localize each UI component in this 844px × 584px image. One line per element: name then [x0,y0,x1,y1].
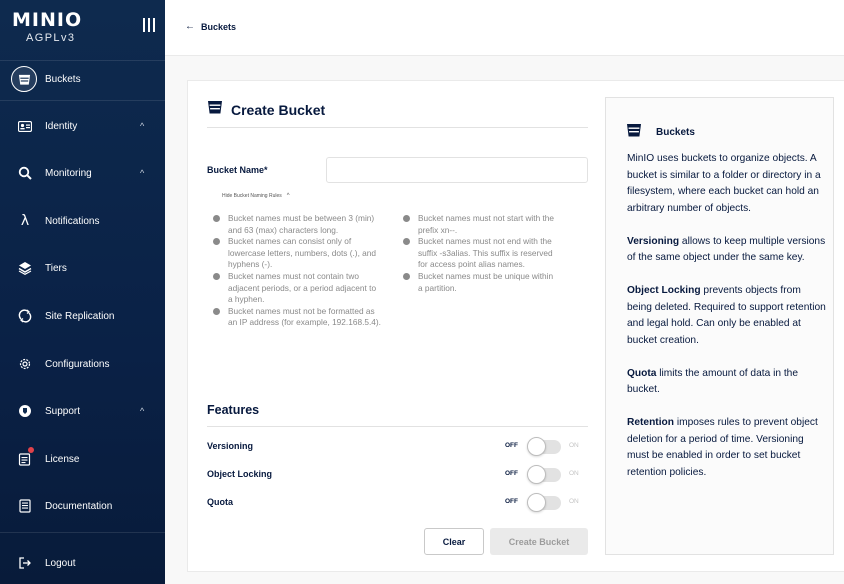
off-label: OFF [505,470,518,477]
clear-button[interactable]: Clear [424,528,484,555]
help-title: Buckets [656,127,695,138]
help-retention: Retention imposes rules to prevent object deletion for a period of time. Versioning must be enabled in order to set bucket retention policies. [627,417,818,478]
naming-rule: Bucket names must not contain two adjacent periods, or a period adjacent to a hyphen. [207,271,382,306]
top-bar [165,0,844,56]
hide-naming-rules-link[interactable] [222,193,290,199]
chevron-up-icon: ^ [140,121,145,131]
sidebar-item-monitoring[interactable] [0,153,165,193]
on-label: ON [569,470,579,477]
versioning-toggle[interactable] [527,437,563,456]
bucket-name-label: Bucket Name* [207,165,268,175]
object-locking-row [207,465,588,485]
off-label: OFF [505,498,518,505]
sidebar-item-label: Logout [45,557,76,569]
naming-rule: Bucket names must not end with the suffix -s3alias. This suffix is reserved for access point alias names. [397,236,557,271]
chevron-up-icon: ^ [140,406,145,416]
help-text [627,151,827,498]
monitoring-icon [17,165,33,181]
sidebar-item-label: Notifications [45,215,100,227]
notification-dot [28,447,34,453]
sidebar-item-tiers[interactable] [0,248,165,288]
chevron-up-icon: ^ [140,168,145,178]
versioning-row [207,437,588,457]
quota-row [207,493,588,513]
arrow-left-icon: ← [185,21,195,32]
sidebar [0,0,165,584]
bucket-name-input[interactable] [326,157,588,183]
help-versioning: Versioning allows to keep multiple versions of the same object under the same key. [627,235,826,263]
on-label: ON [569,498,579,505]
back-to-buckets-link[interactable] [185,21,236,32]
lambda-icon: λ [20,213,30,229]
sidebar-item-site-replication[interactable] [0,296,165,336]
bucket-icon [11,66,37,92]
off-label: OFF [505,442,518,449]
form-title-text: Create Bucket [231,101,326,118]
brand-name: MINIO [12,9,83,31]
rules-toggle-label: Hide Bucket Naming Rules [222,193,282,199]
quota-toggle[interactable] [527,493,563,512]
features-heading: Features [207,403,260,417]
chevron-up-icon: ^ [286,193,290,199]
sidebar-item-license[interactable] [0,439,165,479]
support-icon [17,403,33,419]
sidebar-item-support[interactable] [0,391,165,431]
help-quota: Quota limits the amount of data in the bucket. [627,367,799,395]
help-locking: Object Locking prevents objects from being deleted. Required to support retention and legal hold. Can only be enabled at bucket creation. [627,285,826,346]
documentation-icon [17,498,33,514]
object-locking-label: Object Locking [207,469,273,479]
sidebar-item-label: Documentation [45,500,113,512]
sidebar-item-label: License [45,453,80,465]
divider [207,127,588,128]
divider [0,532,165,533]
divider [0,100,165,101]
sidebar-item-label: Configurations [45,358,110,370]
create-bucket-button[interactable]: Create Bucket [490,528,588,555]
sidebar-item-notifications[interactable] [0,201,165,241]
sidebar-item-label: Identity [45,120,78,132]
tiers-icon [17,260,33,276]
sidebar-item-documentation[interactable] [0,486,165,526]
divider [207,426,588,427]
identity-icon [17,118,33,134]
on-label: ON [569,442,579,449]
sidebar-item-label: Buckets [45,73,81,85]
replication-icon [17,308,33,324]
quota-label: Quota [207,497,233,507]
license-icon [17,451,33,467]
minio-logo[interactable] [12,10,102,50]
logout-icon [17,555,33,571]
sidebar-item-label: Tiers [45,262,67,274]
help-intro: MinIO uses buckets to organize objects. A bucket is similar to a folder or directory in a filesystem, where each bucket can hold an arbitrary number of objects. [627,153,821,214]
license-label: AGPLv3 [26,32,76,44]
naming-rule: Bucket names must not be formatted as an IP address (for example, 192.168.5.4). [207,306,382,329]
help-box [605,97,834,555]
naming-rule: Bucket names must be between 3 (min) and 63 (max) characters long. [207,213,382,236]
bucket-icon [626,122,642,143]
naming-rules-right [397,213,557,294]
naming-rules-left [207,213,382,329]
help-heading [626,122,695,143]
back-label: Buckets [201,21,237,32]
form-title [207,99,325,120]
sidebar-item-label: Site Replication [45,310,115,322]
bucket-icon [207,99,223,120]
naming-rule: Bucket names must be unique within a partition. [397,271,557,294]
naming-rule: Bucket names must not start with the prefix xn--. [397,213,557,236]
gear-icon [17,356,33,372]
sidebar-item-label: Support [45,405,81,417]
sidebar-item-logout[interactable] [0,543,165,583]
object-locking-toggle[interactable] [527,465,563,484]
sidebar-item-buckets[interactable] [0,59,165,99]
sidebar-item-label: Monitoring [45,167,92,179]
naming-rule: Bucket names can consist only of lowercase letters, numbers, dots (.), and hyphens (-). [207,236,382,271]
sidebar-item-configurations[interactable] [0,344,165,384]
collapse-menu-button[interactable] [143,18,155,32]
versioning-label: Versioning [207,441,254,451]
sidebar-item-identity[interactable] [0,106,165,146]
